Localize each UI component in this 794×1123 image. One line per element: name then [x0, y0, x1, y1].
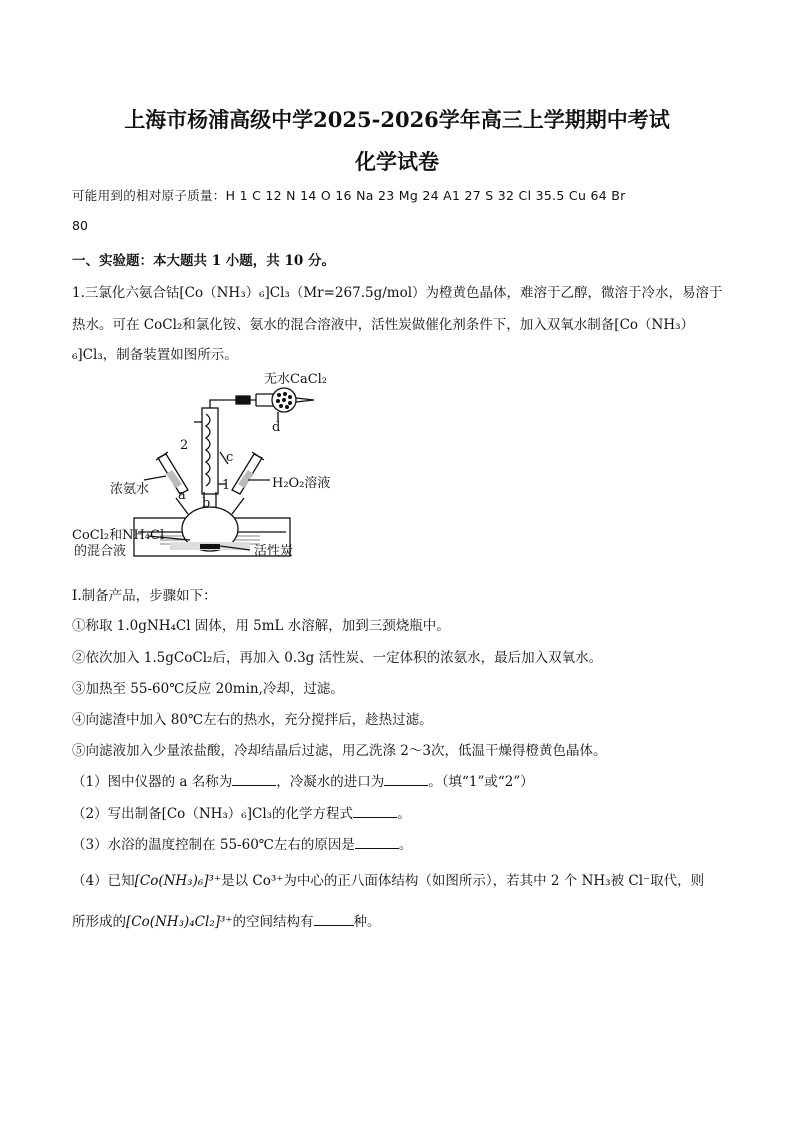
question-2: [72, 802, 411, 822]
page-subtitle: 化学试卷: [355, 149, 439, 174]
label-2: 2: [180, 438, 189, 453]
q1-text-a: （1）图中仪器的 a 名称为: [72, 774, 233, 790]
atomic-masses-line-2: 80: [72, 218, 88, 233]
q4-text-b: 是以 Co³⁺为中心的正八面体结构（如图所示），若其中 2 个 NH₃被 Cl⁻取代，则: [221, 873, 705, 889]
label-ammonia: 浓氨水: [110, 482, 150, 497]
q4-text-e: 种。: [353, 914, 381, 930]
label-activated-carbon: 活性炭: [254, 544, 294, 559]
label-h2o2: H₂O₂溶液: [272, 476, 331, 491]
step-5: ⑤向滤液加入少量浓盐酸，冷却结晶后过滤，用乙洗涤 2～3次，低温干燥得橙黄色晶体。: [72, 743, 607, 759]
answer-blank-5: [314, 913, 354, 926]
label-c: c: [226, 450, 234, 465]
question-4-line-1: [72, 869, 704, 889]
step-4: ④向滤渣中加入 80℃左右的热水，充分搅拌后，趁热过滤。: [72, 712, 433, 728]
section-heading: 一、实验题：本大题共 1 小题，共 10 分。: [72, 253, 335, 269]
page-title: 上海市杨浦高级中学2025-2026学年高三上学期期中考试: [124, 107, 670, 132]
answer-blank-4: [355, 836, 399, 849]
q2-text-a: （2）写出制备[Co（NH₃）₆]Cl₃的化学方程式: [72, 806, 354, 822]
part1-heading: Ⅰ.制备产品，步骤如下：: [72, 588, 217, 604]
q4-text-c: 所形成的: [72, 914, 126, 930]
q4-text-a: （4）已知: [72, 873, 135, 889]
q3-text-a: （3）水浴的温度控制在 55-60℃左右的原因是: [72, 837, 355, 853]
q4-formula-2: [Co(NH₃)₄Cl₂]³⁺: [126, 914, 233, 930]
q4-formula: [Co(NH₃)₆]³⁺: [134, 873, 222, 889]
answer-blank-2: [384, 773, 428, 786]
q1-text-b: ，冷凝水的进口为: [276, 774, 385, 790]
label-a: a: [178, 488, 186, 503]
label-mixture-1: CoCl₂和NH₄Cl: [72, 528, 165, 543]
q1-text-c: 。（填“1”或“2”）: [428, 774, 534, 790]
question-3: [72, 833, 412, 853]
q3-text-b: 。: [398, 837, 413, 853]
label-b: b: [202, 496, 211, 511]
question-4-line-2: [72, 910, 381, 930]
step-1: ①称取 1.0gNH₄Cl 固体，用 5mL 水溶解，加到三颈烧瓶中。: [72, 618, 450, 634]
activated-carbon: [200, 544, 220, 549]
label-1: 1: [222, 478, 231, 493]
answer-blank-3: [353, 805, 397, 818]
label-mixture-2: 的混合液: [74, 544, 127, 559]
question-intro-line-3: ₆]Cl₃，制备装置如图所示。: [72, 347, 238, 363]
step-3: ③加热至 55-60℃反应 20min,冷却，过滤。: [72, 681, 344, 697]
q4-text-d: 的空间结构有: [232, 914, 314, 930]
apparatus-figure: [70, 364, 340, 564]
question-intro-line-2: 热水。可在 CoCl₂和氯化铵、氨水的混合溶液中，活性炭做催化剂条件下，加入双氧水制备[Co（NH₃）: [72, 317, 695, 333]
answer-blank-1: [232, 773, 276, 786]
label-d: d: [272, 420, 281, 435]
step-2: ②依次加入 1.5gCoCl₂后，再加入 0.3g 活性炭、一定体积的浓氨水，最后加入双氧水。: [72, 650, 603, 666]
q2-text-b: 。: [397, 806, 411, 822]
label-cacl2: 无水CaCl₂: [264, 372, 328, 387]
question-1: [72, 770, 534, 790]
question-intro-line-1: 1.三氯化六氨合钴[Co（NH₃）₆]Cl₃（Mr=267.5g/mol）为橙黄色晶体，难溶于乙醇，微溶于冷水，易溶于: [72, 285, 723, 301]
atomic-masses-line-1: 可能用到的相对原子质量：H 1 C 12 N 14 O 16 Na 23 Mg 24 A1 27 S 32 Cl 35.5 Cu 64 Br: [72, 188, 626, 203]
